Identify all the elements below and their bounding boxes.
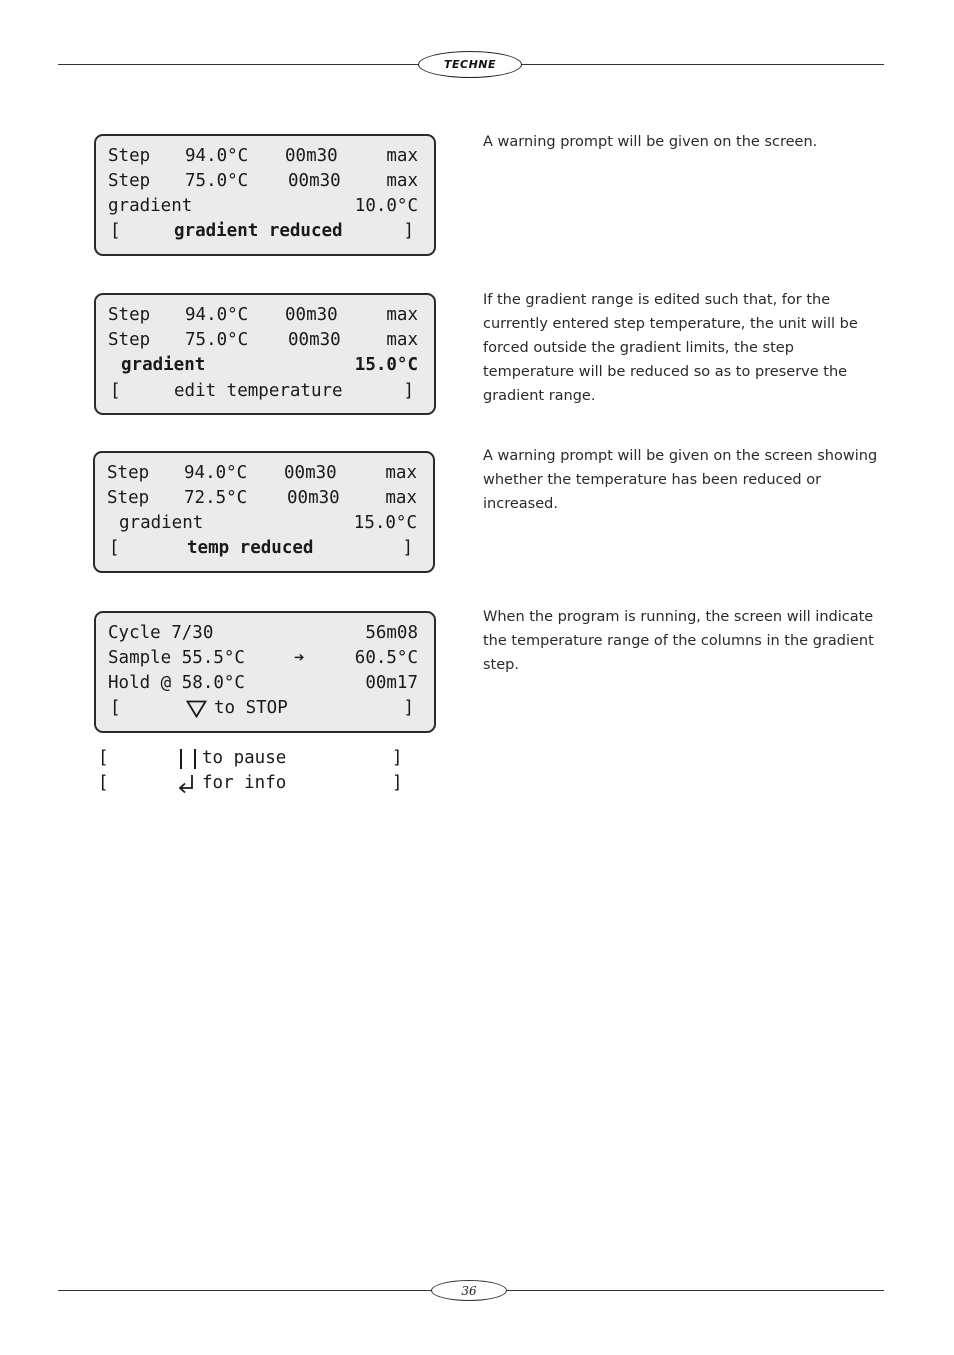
step-temp: 75.0°C bbox=[185, 171, 249, 191]
step-rate: max bbox=[386, 305, 418, 325]
lcd-line-1 bbox=[108, 621, 418, 646]
hold-temp: Hold @ 58.0°C bbox=[108, 673, 245, 693]
step-label: Step bbox=[108, 330, 151, 350]
sample-temp-high: 60.5°C bbox=[354, 648, 418, 668]
description-4 bbox=[483, 605, 883, 677]
gradient-label: gradient bbox=[121, 355, 206, 375]
step-label: Step bbox=[108, 146, 151, 166]
gradient-label: gradient bbox=[119, 513, 204, 533]
description-1 bbox=[483, 130, 883, 154]
description-text: If the gradient range is edited such that, for the currently entered step temperature, the unit will be forced outside the gradient limits, the step temperature will be reduced so as to preserve the gradient range. bbox=[483, 292, 858, 404]
step-rate: max bbox=[385, 463, 417, 483]
bracket-close: ] bbox=[392, 748, 403, 768]
bracket-close: ] bbox=[403, 381, 414, 401]
right-arrow-icon: ➔ bbox=[294, 648, 305, 668]
lcd-line-2 bbox=[108, 169, 418, 194]
step-label: Step bbox=[107, 488, 150, 508]
lcd-line-2 bbox=[108, 646, 418, 671]
step-rate: max bbox=[385, 488, 417, 508]
lcd-line-3 bbox=[107, 511, 417, 536]
step-label: Step bbox=[108, 305, 151, 325]
bracket-open: [ bbox=[98, 773, 109, 793]
bracket-close: ] bbox=[403, 221, 414, 241]
gradient-value: 15.0°C bbox=[354, 355, 418, 375]
stop-message: to STOP bbox=[214, 698, 288, 718]
techne-logo bbox=[418, 51, 522, 78]
warning-message: temp reduced bbox=[187, 538, 314, 558]
lcd-line-1 bbox=[108, 144, 418, 169]
enter-arrow-icon bbox=[178, 774, 196, 802]
step-label: Step bbox=[107, 463, 150, 483]
bracket-open: [ bbox=[110, 221, 121, 241]
step-time: 00m30 bbox=[287, 488, 340, 508]
prompt-message: edit temperature bbox=[174, 381, 343, 401]
legend-text: to pause bbox=[202, 748, 287, 768]
lcd-line-1 bbox=[108, 303, 418, 328]
legend-pause bbox=[98, 746, 408, 771]
bracket-close: ] bbox=[403, 698, 414, 718]
lcd-line-1 bbox=[107, 461, 417, 486]
lcd-line-4 bbox=[108, 379, 418, 404]
time-remaining: 56m08 bbox=[365, 623, 418, 643]
bracket-open: [ bbox=[110, 381, 121, 401]
lcd-line-2 bbox=[107, 486, 417, 511]
step-temp: 75.0°C bbox=[185, 330, 249, 350]
bracket-close: ] bbox=[402, 538, 413, 558]
lcd-screen-program-running bbox=[94, 611, 436, 733]
description-2 bbox=[483, 288, 883, 408]
description-text: A warning prompt will be given on the screen showing whether the temperature has been reduced or increased. bbox=[483, 448, 878, 512]
warning-message: gradient reduced bbox=[174, 221, 343, 241]
lcd-screen-edit-temperature bbox=[94, 293, 436, 415]
legend-info bbox=[98, 771, 408, 796]
logo-text: TECHNE bbox=[443, 58, 497, 71]
lcd-line-3 bbox=[108, 671, 418, 696]
sample-temp-low: Sample 55.5°C bbox=[108, 648, 245, 668]
bracket-open: [ bbox=[109, 538, 120, 558]
step-temp: 94.0°C bbox=[184, 463, 248, 483]
step-time: 00m30 bbox=[288, 330, 341, 350]
step-rate: max bbox=[386, 330, 418, 350]
step-temp: 72.5°C bbox=[184, 488, 248, 508]
lcd-line-2 bbox=[108, 328, 418, 353]
page-number: 36 bbox=[431, 1280, 507, 1301]
step-rate: max bbox=[386, 171, 418, 191]
cycle-counter: Cycle 7/30 bbox=[108, 623, 214, 643]
step-temp: 94.0°C bbox=[185, 305, 249, 325]
hold-time: 00m17 bbox=[365, 673, 418, 693]
legend-text: for info bbox=[202, 773, 287, 793]
description-text: A warning prompt will be given on the screen. bbox=[483, 134, 818, 150]
gradient-value: 10.0°C bbox=[354, 196, 418, 216]
lcd-line-3 bbox=[108, 194, 418, 219]
down-triangle-icon bbox=[186, 700, 207, 726]
lcd-screen-temp-reduced bbox=[93, 451, 435, 573]
bracket-close: ] bbox=[392, 773, 403, 793]
bracket-open: [ bbox=[98, 748, 109, 768]
step-rate: max bbox=[386, 146, 418, 166]
lcd-line-4 bbox=[108, 219, 418, 244]
lcd-line-4 bbox=[108, 696, 418, 721]
gradient-label: gradient bbox=[108, 196, 193, 216]
step-time: 00m30 bbox=[285, 305, 338, 325]
step-label: Step bbox=[108, 171, 151, 191]
step-time: 00m30 bbox=[284, 463, 337, 483]
lcd-screen-gradient-reduced bbox=[94, 134, 436, 256]
bracket-open: [ bbox=[110, 698, 121, 718]
step-temp: 94.0°C bbox=[185, 146, 249, 166]
description-3 bbox=[483, 444, 883, 516]
description-text: When the program is running, the screen will indicate the temperature range of the columns in the gradient step. bbox=[483, 609, 874, 673]
step-time: 00m30 bbox=[285, 146, 338, 166]
lcd-line-4 bbox=[107, 536, 417, 561]
gradient-value: 15.0°C bbox=[353, 513, 417, 533]
lcd-line-3 bbox=[108, 353, 418, 378]
step-time: 00m30 bbox=[288, 171, 341, 191]
